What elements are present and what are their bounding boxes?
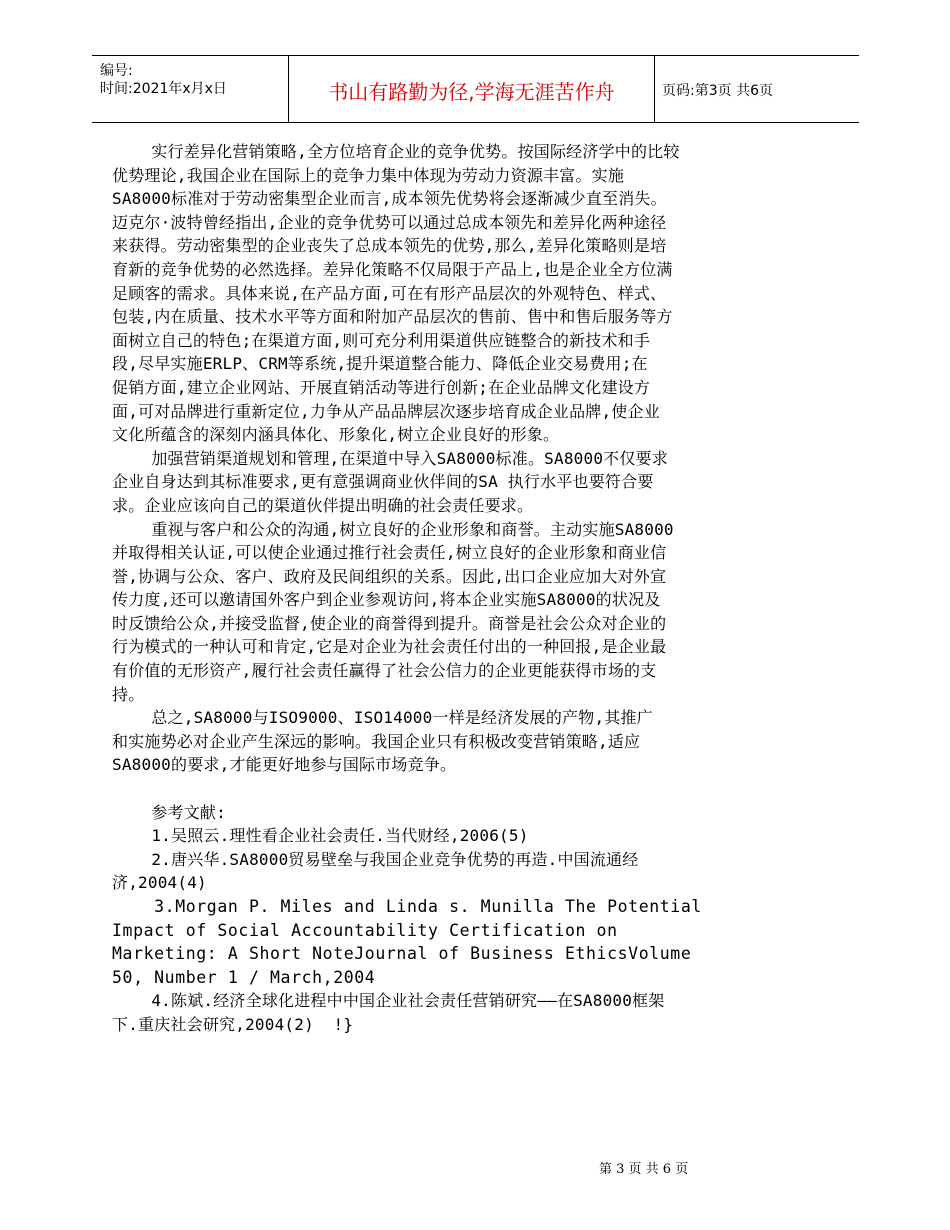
body-line: 实行差异化营销策略,全方位培育企业的竞争优势。按国际经济学中的比较 [112, 142, 680, 161]
body-line: 持。 [112, 684, 145, 704]
body-line: 面树立自己的特色;在渠道方面,则可充分利用渠道供应链整合的新技术和手 [112, 330, 651, 350]
reference-line: 3.Morgan P. Miles and Linda s. Munilla The Potential [112, 897, 702, 916]
serial-label: 编号: [100, 63, 133, 79]
body-line: SA8000标准对于劳动密集型企业而言,成本领先优势将会逐渐减少直至消失。 [112, 189, 667, 209]
page-header [92, 55, 859, 123]
body-line: 行为模式的一种认可和肯定,它是对企业为社会责任付出的一种回报,是企业最 [112, 637, 667, 657]
body-line: 迈克尔·波特曾经指出,企业的竞争优势可以通过总成本领先和差异化两种途径 [112, 212, 667, 232]
body-line: 包装,内在质量、技术水平等方面和附加产品层次的售前、售中和售后服务等方 [112, 307, 673, 327]
page-footer: 第 3 页 共 6 页 [599, 1162, 689, 1177]
body-line: 育新的竞争优势的必然选择。差异化策略不仅局限于产品上,也是企业全方位满 [112, 259, 673, 279]
body-line: 加强营销渠道规划和管理,在渠道中导入SA8000标准。SA8000不仅要求 [112, 448, 668, 468]
reference-line: 4.陈斌.经济全球化进程中中国企业社会责任营销研究——在SA8000框架 [112, 991, 665, 1011]
header-motto: 书山有路勤为径,学海无涯苦作舟 [328, 80, 615, 104]
reference-line: 济,2004(4) [112, 873, 207, 893]
reference-line: 1.吴照云.理性看企业社会责任.当代财经,2006(5) [112, 826, 529, 846]
reference-line: 2.唐兴华.SA8000贸易壁垒与我国企业竞争优势的再造.中国流通经 [112, 849, 639, 869]
body-line: 总之,SA8000与ISO9000、ISO14000一样是经济发展的产物,其推广 [112, 708, 653, 728]
body-line: 企业自身达到其标准要求,更有意强调商业伙伴间的SA 执行水平也要符合要 [112, 472, 654, 492]
reference-line: Impact of Social Accountability Certification on [112, 920, 618, 940]
header-page-cell [654, 56, 859, 122]
body-line: 促销方面,建立企业网站、开展直销活动等进行创新;在企业品牌文化建设方 [112, 377, 651, 397]
body-line: 并取得相关认证,可以使企业通过推行社会责任,树立良好的企业形象和商业信 [112, 543, 667, 563]
body-line: 段,尽早实施ERLP、CRM等系统,提升渠道整合能力、降低企业交易费用;在 [112, 354, 648, 374]
body-line: 文化所蕴含的深刻内涵具体化、形象化,树立企业良好的形象。 [112, 425, 560, 445]
header-motto-cell [288, 56, 655, 122]
reference-line: Marketing: A Short NoteJournal of Business EthicsVolume [112, 944, 692, 964]
body-line: 传力度,还可以邀请国外客户到企业参观访问,将本企业实施SA8000的状况及 [112, 590, 661, 610]
document-body [112, 140, 772, 1037]
paragraph-gap [112, 777, 772, 801]
references-title: 参考文献: [112, 802, 226, 822]
time-label: 时间:2021年x月x日 [100, 81, 227, 97]
body-line: 来获得。劳动密集型的企业丧失了总成本领先的优势,那么,差异化策略则是培 [112, 236, 667, 256]
body-line: 足顾客的需求。具体来说,在产品方面,可在有形产品层次的外观特色、样式、 [112, 283, 667, 303]
body-line: 有价值的无形资产,履行社会责任赢得了社会公信力的企业更能获得市场的支 [112, 661, 657, 681]
body-line: 求。企业应该向自己的渠道伙伴提出明确的社会责任要求。 [112, 495, 534, 515]
body-line: 优势理论,我国企业在国际上的竞争力集中体现为劳动力资源丰富。实施 [112, 165, 625, 185]
body-line: 誉,协调与公众、客户、政府及民间组织的关系。因此,出口企业应加大对外宣 [112, 566, 667, 586]
header-page-info: 页码:第3页 共6页 [662, 83, 773, 99]
body-line: SA8000的要求,才能更好地参与国际市场竞争。 [112, 755, 457, 775]
body-line: 和实施势必对企业产生深远的影响。我国企业只有积极改变营销策略,适应 [112, 731, 641, 751]
reference-line: 50, Number 1 / March,2004 [112, 967, 376, 987]
body-line: 面,可对品牌进行重新定位,力争从产品品牌层次逐步培育成企业品牌,使企业 [112, 401, 660, 421]
reference-line: 下.重庆社会研究,2004(2) !} [112, 1014, 354, 1034]
body-line: 时反馈给公众,并接受监督,使企业的商誉得到提升。商誉是社会公众对企业的 [112, 613, 667, 633]
body-line: 重视与客户和公众的沟通,树立良好的企业形象和商誉。主动实施SA8000 [112, 519, 674, 539]
header-meta-cell [92, 56, 288, 122]
